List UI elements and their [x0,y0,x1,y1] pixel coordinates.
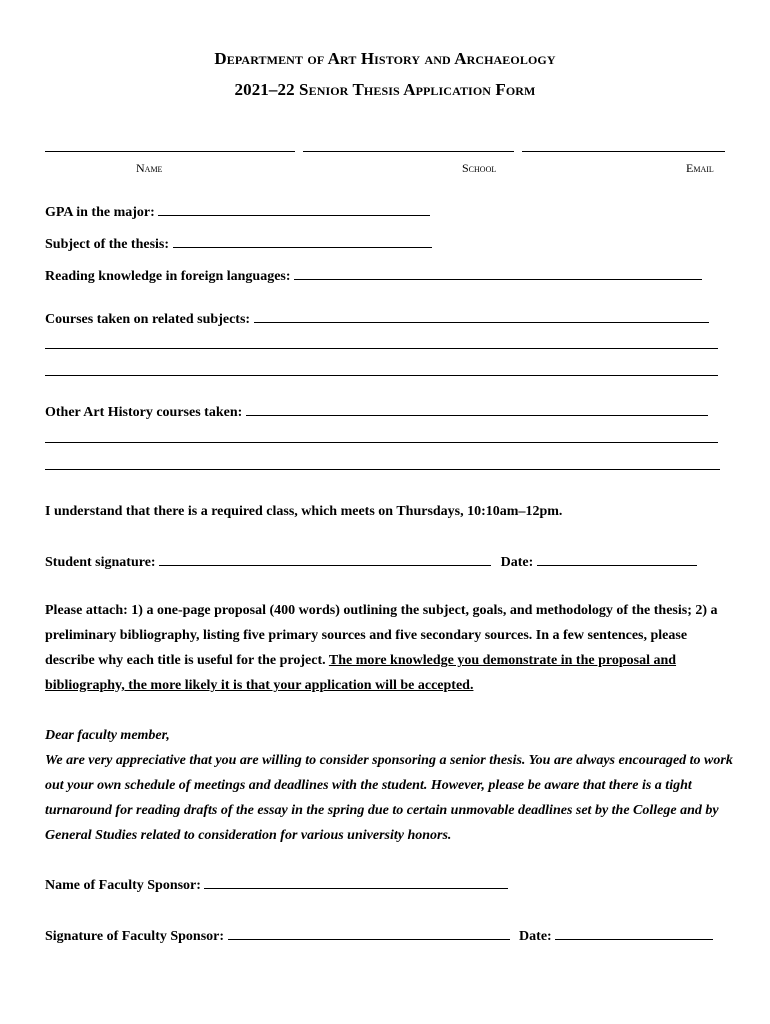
student-signature-input-line[interactable] [159,553,491,566]
instructions-emphasis: The more knowledge you demonstrate in the proposal and bibliography, the more likely it is that your application will be accepted. [45,653,677,693]
department-title: Department of Art History and Archaeology [214,49,556,68]
languages-label: Reading knowledge in foreign languages: [45,269,291,284]
other-courses-input-line[interactable] [45,469,720,470]
sponsor-name-label: Name of Faculty Sponsor: [45,878,201,893]
school-input-line[interactable] [303,151,514,152]
sponsor-signature-input-line[interactable] [228,927,510,940]
school-label: School [462,161,497,175]
faculty-note-body: We are very appreciative that you are willing to consider sponsoring a senior thesis. You are always encouraged to work out your own schedule of meetings and deadlines with the student. However, please be aware that there is a tight turnaround for reading drafts of the essay in the spring due to certain unmovable deadlines set by the College and by General Studies related to consideration for various university honors. [45,753,733,843]
sponsor-date-input-line[interactable] [555,927,713,940]
languages-input-line[interactable] [294,267,702,280]
sponsor-signature-row [45,927,713,945]
student-signature-row [45,553,697,571]
gpa-label: GPA in the major: [45,205,155,220]
name-label: Name [136,161,163,175]
faculty-note [45,723,735,848]
email-input-line[interactable] [522,151,725,152]
instructions-text: Please attach: 1) a one-page proposal (400 words) outlining the subject, goals, and methodology of the thesis; 2) a preliminary bibliography, listing five primary sources and five secondary sources. In a few sentences, please describe why each title is useful for the project. [45,603,718,668]
gpa-input-line[interactable] [158,203,430,216]
sponsor-name-row [45,876,508,894]
other-courses-field [45,403,708,421]
courses-related-input-line[interactable] [45,348,718,349]
sponsor-signature-label: Signature of Faculty Sponsor: [45,929,225,944]
other-courses-label: Other Art History courses taken: [45,405,243,420]
student-date-input-line[interactable] [537,553,697,566]
languages-field [45,267,702,285]
student-signature-label: Student signature: [45,555,156,570]
name-input-line[interactable] [45,151,295,152]
other-courses-input-line[interactable] [45,442,718,443]
faculty-salutation: Dear faculty member, [45,728,170,743]
email-label: Email [686,161,714,175]
sponsor-date-label: Date: [519,929,552,944]
required-class-acknowledgment: I understand that there is a required class, which meets on Thursdays, 10:10am–12pm. [45,504,563,519]
student-date-label: Date: [500,555,534,570]
other-courses-input-line[interactable] [246,403,708,416]
subject-field [45,235,432,253]
courses-related-input-line[interactable] [45,375,718,376]
attachment-instructions [45,598,735,698]
courses-related-input-line[interactable] [254,310,709,323]
sponsor-name-input-line[interactable] [204,876,508,889]
courses-related-label: Courses taken on related subjects: [45,312,251,327]
subject-input-line[interactable] [173,235,432,248]
subject-label: Subject of the thesis: [45,237,170,252]
courses-related-field [45,310,709,328]
form-title: 2021–22 Senior Thesis Application Form [234,80,536,99]
gpa-field [45,203,430,221]
